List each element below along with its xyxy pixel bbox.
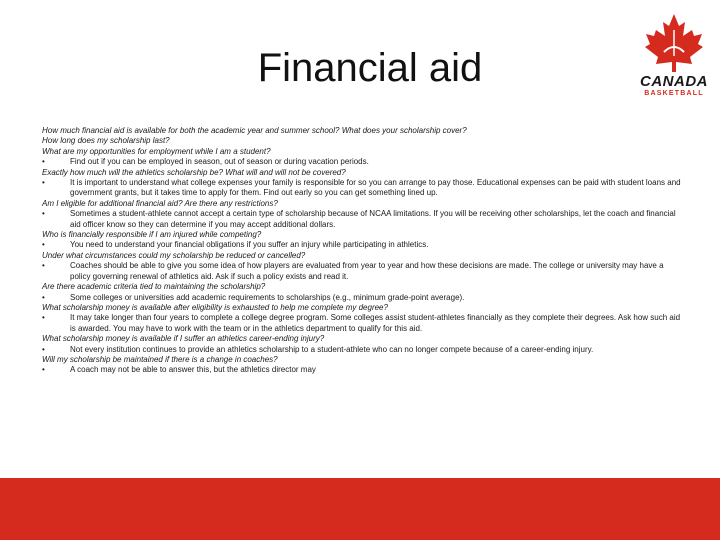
bullet-icon: • (42, 344, 45, 354)
bullet-text: Coaches should be able to give you some idea of how players are evaluated from year to year and how these decisions are made. The college or university may have a policy governing renewal of athletics aid. Ask if such a policy exists and read it. (70, 261, 664, 281)
faq-question: What scholarship money is available after eligibility is exhausted to help me complete my degree? (42, 302, 388, 312)
faq-answer-bullet (42, 261, 682, 282)
faq-answer-bullet (42, 240, 682, 250)
faq-question: Will my scholarship be maintained if there is a change in coaches? (42, 354, 278, 364)
faq-answer-bullet (42, 345, 682, 355)
faq-question: Exactly how much will the athletics scholarship be? What will and will not be covered? (42, 167, 346, 177)
bullet-text: You need to understand your financial obligations if you suffer an injury while participating in athletics. (70, 240, 429, 250)
faq-question: Am I eligible for additional financial aid? Are there any restrictions? (42, 198, 278, 208)
bullet-icon: • (42, 313, 45, 323)
faq-answer-bullet (42, 293, 682, 303)
faq-question: Who is financially responsible if I am injured while competing? (42, 230, 262, 240)
faq-question: What scholarship money is available if I suffer an athletics career-ending injury? (42, 334, 325, 344)
logo-subtitle: BASKETBALL (644, 90, 704, 97)
maple-leaf-icon (636, 12, 712, 74)
bullet-text: Find out if you can be employed in season, out of season or during vacation periods. (70, 157, 369, 167)
faq-answer-bullet (42, 178, 682, 199)
bullet-text: Sometimes a student-athlete cannot accept a certain type of scholarship because of NCAA limitations. If you will be receiving other scholarships, let the coach and financial aid officer know so they can determine if you may accept additional dollars. (70, 209, 676, 229)
faq-answer-bullet (42, 157, 682, 167)
bullet-icon: • (42, 209, 45, 219)
faq-question: Are there academic criteria tied to maintaining the scholarship? (42, 282, 266, 292)
faq-question: Under what circumstances could my scholarship be reduced or cancelled? (42, 250, 306, 260)
faq-content (42, 126, 682, 376)
bullet-icon: • (42, 292, 45, 302)
bullet-icon: • (42, 240, 45, 250)
faq-question: What are my opportunities for employment while I am a student? (42, 146, 271, 156)
bullet-icon: • (42, 365, 45, 375)
bullet-icon: • (42, 157, 45, 167)
slide-title: Financial aid (257, 46, 483, 90)
logo-wordmark: CANADA (640, 73, 708, 90)
canada-basketball-logo (636, 12, 712, 108)
bullet-text: A coach may not be able to answer this, but the athletics director may (70, 365, 316, 375)
bullet-icon: • (42, 178, 45, 188)
bullet-text: It is important to understand what college expenses your family is responsible for so you can arrange to pay those. Educational expenses can be paid with student loans and government grants, but it takes time to apply for them. Find out early so you can get something lined up. (70, 178, 681, 198)
bullet-text: Not every institution continues to provide an athletics scholarship to a student-athlete who can no longer compete because of a career-ending injury. (70, 344, 594, 354)
faq-answer-bullet (42, 313, 682, 334)
bullet-icon: • (42, 261, 45, 271)
bullet-text: Some colleges or universities add academic requirements to scholarships (e.g., minimum grade-point average). (70, 292, 465, 302)
bullet-text: It may take longer than four years to complete a college degree program. Some colleges assist student-athletes financially as they complete their degrees. Ask how such aid is awarded. You may have to work with the team or in the athletics department to qualify for this aid. (70, 313, 681, 333)
faq-answer-bullet (42, 209, 682, 230)
faq-question: How long does my scholarship last? (42, 136, 170, 146)
faq-question: How much financial aid is available for both the academic year and summer school? What does your scholarship cover? (42, 126, 467, 135)
faq-answer-bullet (42, 365, 682, 375)
footer-band (0, 478, 720, 540)
